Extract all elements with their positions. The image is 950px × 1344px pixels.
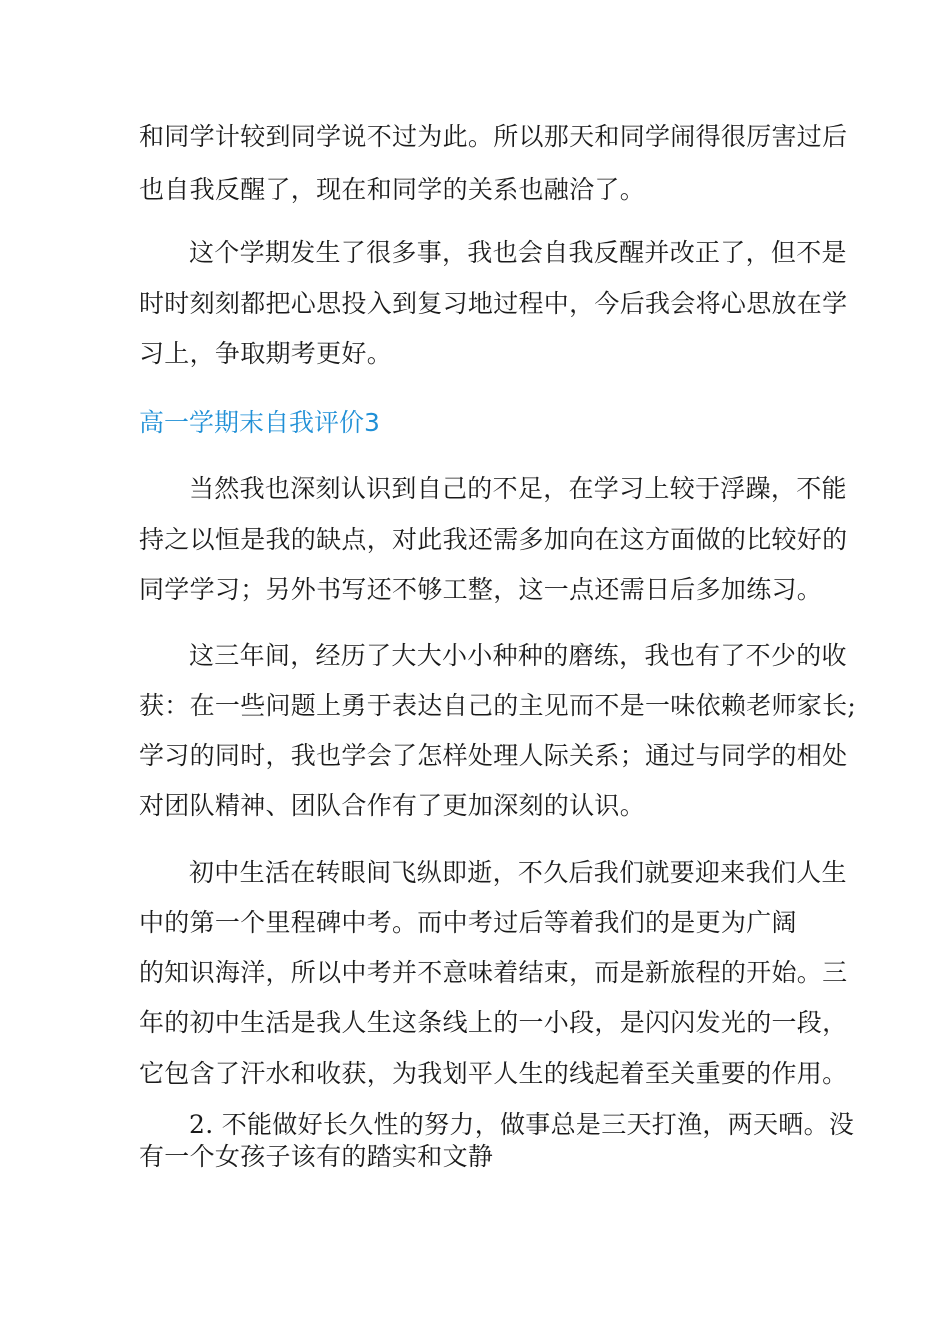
paragraph-3-line-2: 持之以恒是我的缺点，对此我还需多加向在这方面做的比较好的 <box>139 525 848 554</box>
paragraph-2-line-3: 习上，争取期考更好。 <box>139 339 393 368</box>
paragraph-6-line-2: 有一个女孩子该有的踏实和文静 <box>139 1142 494 1171</box>
paragraph-3-line-3: 同学学习；另外书写还不够工整，这一点还需日后多加练习。 <box>139 575 823 604</box>
paragraph-5-line-2: 中的第一个里程碑中考。而中考过后等着我们的是更为广阔 <box>139 908 797 937</box>
paragraph-5-line-5: 它包含了汗水和收获，为我划平人生的线起着至关重要的作用。 <box>139 1059 848 1088</box>
paragraph-4-line-3: 学习的同时，我也学会了怎样处理人际关系；通过与同学的相处 <box>139 741 848 770</box>
paragraph-4-line-4: 对团队精神、团队合作有了更加深刻的认识。 <box>139 791 646 820</box>
paragraph-5-line-3: 的知识海洋，所以中考并不意味着结束，而是新旅程的开始。三 <box>139 958 848 987</box>
paragraph-6-line-1: 2. 不能做好长久性的努力，做事总是三天打渔，两天晒。没 <box>189 1110 855 1139</box>
paragraph-3-line-1: 当然我也深刻认识到自己的不足，在学习上较于浮躁，不能 <box>189 474 847 503</box>
paragraph-2-line-1: 这个学期发生了很多事，我也会自我反醒并改正了，但不是 <box>189 238 847 267</box>
paragraph-4-line-1: 这三年间，经历了大大小小种种的磨练，我也有了不少的收 <box>189 641 847 670</box>
paragraph-4-line-2: 获：在一些问题上勇于表达自己的主见而不是一味依赖老师家长; <box>139 691 857 720</box>
paragraph-5-line-4: 年的初中生活是我人生这条线上的一小段，是闪闪发光的一段， <box>139 1008 848 1037</box>
paragraph-1-line-2: 也自我反醒了，现在和同学的关系也融洽了。 <box>139 175 646 204</box>
paragraph-2-line-2: 时时刻刻都把心思投入到复习地过程中，今后我会将心思放在学 <box>139 289 848 318</box>
paragraph-1-line-1: 和同学计较到同学说不过为此。所以那天和同学闹得很厉害过后 <box>139 122 848 151</box>
paragraph-5-line-1: 初中生活在转眼间飞纵即逝，不久后我们就要迎来我们人生 <box>189 858 847 887</box>
section-heading: 高一学期末自我评价3 <box>139 408 380 437</box>
